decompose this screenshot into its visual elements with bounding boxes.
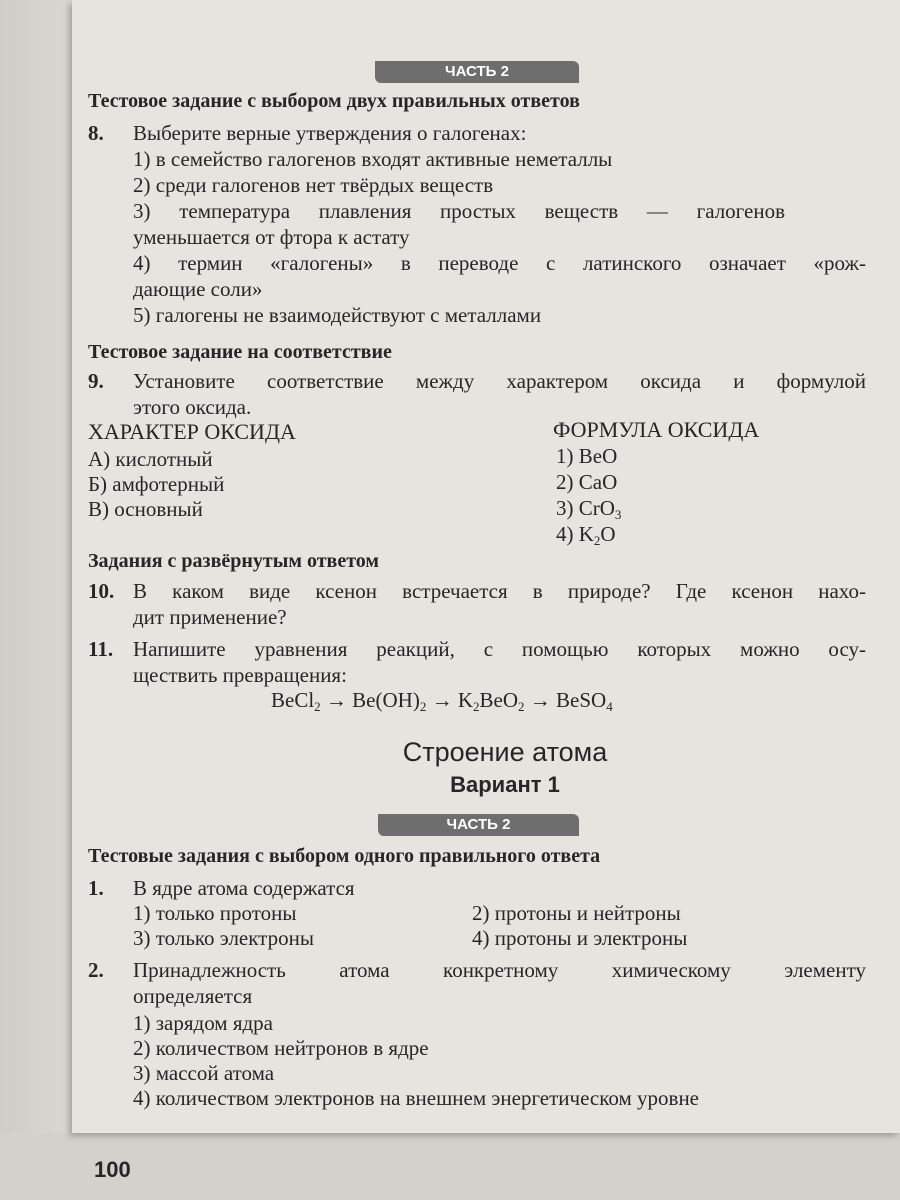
question-text: Выберите верные утверждения о галогенах:: [133, 121, 527, 145]
formula-number: 4): [556, 522, 579, 546]
oxide-formula: [556, 443, 617, 469]
part-badge: ЧАСТЬ 2: [375, 61, 579, 83]
option: 2) протоны и нейтроны: [472, 901, 681, 925]
formula-subscript: 2: [314, 699, 321, 714]
formula: → Be(OH): [320, 688, 420, 712]
part-badge: ЧАСТЬ 2: [378, 814, 579, 836]
question-text: Напишите уравнения реакций, с помощью которых можно осу-: [133, 637, 866, 661]
option-cont: дающие соли»: [133, 277, 263, 301]
formula: CaO: [578, 470, 618, 494]
right-column-header: ФОРМУЛА ОКСИДА: [553, 417, 760, 442]
formula: BeO: [578, 444, 618, 468]
option: 1) в семейство галогенов входят активные неметаллы: [133, 147, 613, 171]
section-heading: Тестовое задание на соответствие: [88, 341, 392, 363]
left-column-header: ХАРАКТЕР ОКСИДА: [88, 419, 296, 444]
reaction-equation: [271, 687, 613, 713]
formula-number: 3): [556, 496, 579, 520]
question-text-cont: этого оксида.: [133, 395, 252, 419]
section-heading: Задания с развёрнутым ответом: [88, 550, 380, 572]
question-text: В каком виде ксенон встречается в природе? Где ксенон нахо-: [133, 579, 866, 603]
formula: → K: [426, 688, 473, 712]
chapter-title: Строение атома: [402, 737, 608, 767]
oxide-type: В) основный: [88, 497, 203, 521]
oxide-formula: [556, 521, 616, 547]
option: 4) термин «галогены» в переводе с латинского означает «рож-: [133, 251, 866, 275]
question-number: 11.: [88, 637, 114, 661]
formula: BeO: [479, 688, 518, 712]
formula-subscript: 4: [606, 699, 613, 714]
page-gutter: [0, 0, 72, 1200]
oxide-formula: [556, 495, 621, 521]
option: 5) галогены не взаимодействуют с металлами: [133, 303, 542, 327]
question-text-cont: ществить превращения:: [133, 663, 347, 687]
option: 4) количеством электронов на внешнем энергетическом уровне: [133, 1086, 700, 1110]
question-number: 8.: [88, 121, 104, 145]
variant-title: Вариант 1: [450, 772, 560, 797]
option: 1) только протоны: [133, 901, 297, 925]
formula-number: 1): [556, 444, 579, 468]
question-number: 9.: [88, 369, 104, 393]
oxide-formula: [556, 469, 617, 495]
page-number: 100: [94, 1157, 131, 1182]
option: 3) только электроны: [133, 926, 314, 950]
question-text-cont: дит применение?: [133, 605, 287, 629]
formula-subscript: 2: [419, 699, 427, 714]
option: 4) протоны и электроны: [472, 926, 688, 950]
option: 1) зарядом ядра: [133, 1011, 274, 1035]
formula: K: [578, 522, 594, 546]
formula-subscript: 2: [518, 699, 525, 714]
option: 3) массой атома: [133, 1061, 275, 1085]
formula: O: [600, 522, 616, 546]
option: 3) температура плавления простых веществ — галогенов: [133, 199, 785, 223]
formula-subscript: 3: [614, 507, 622, 522]
oxide-type: А) кислотный: [88, 447, 213, 471]
section-heading: Тестовое задание с выбором двух правильных ответов: [88, 90, 580, 112]
formula: CrO: [578, 496, 615, 520]
formula: BeCl: [271, 688, 315, 712]
question-text-cont: определяется: [133, 984, 253, 1008]
section-heading: Тестовые задания с выбором одного правильного ответа: [88, 845, 601, 867]
option-cont: уменьшается от фтора к астату: [133, 225, 410, 249]
question-number: 1.: [88, 876, 104, 900]
question-text: Принадлежность атома конкретному химическому элементу: [133, 958, 866, 982]
option: 2) количеством нейтронов в ядре: [133, 1036, 429, 1060]
oxide-type: Б) амфотерный: [88, 472, 225, 496]
page-bottom-edge: [0, 1133, 900, 1200]
formula-number: 2): [556, 470, 579, 494]
formula-subscript: 2: [473, 699, 480, 714]
option: 2) среди галогенов нет твёрдых веществ: [133, 173, 494, 197]
question-text: Установите соответствие между характером оксида и формулой: [133, 369, 866, 393]
formula: → BeSO: [524, 688, 607, 712]
formula-subscript: 2: [593, 533, 601, 548]
question-number: 2.: [88, 958, 104, 982]
question-number: 10.: [88, 579, 115, 603]
question-text: В ядре атома содержатся: [133, 876, 355, 900]
